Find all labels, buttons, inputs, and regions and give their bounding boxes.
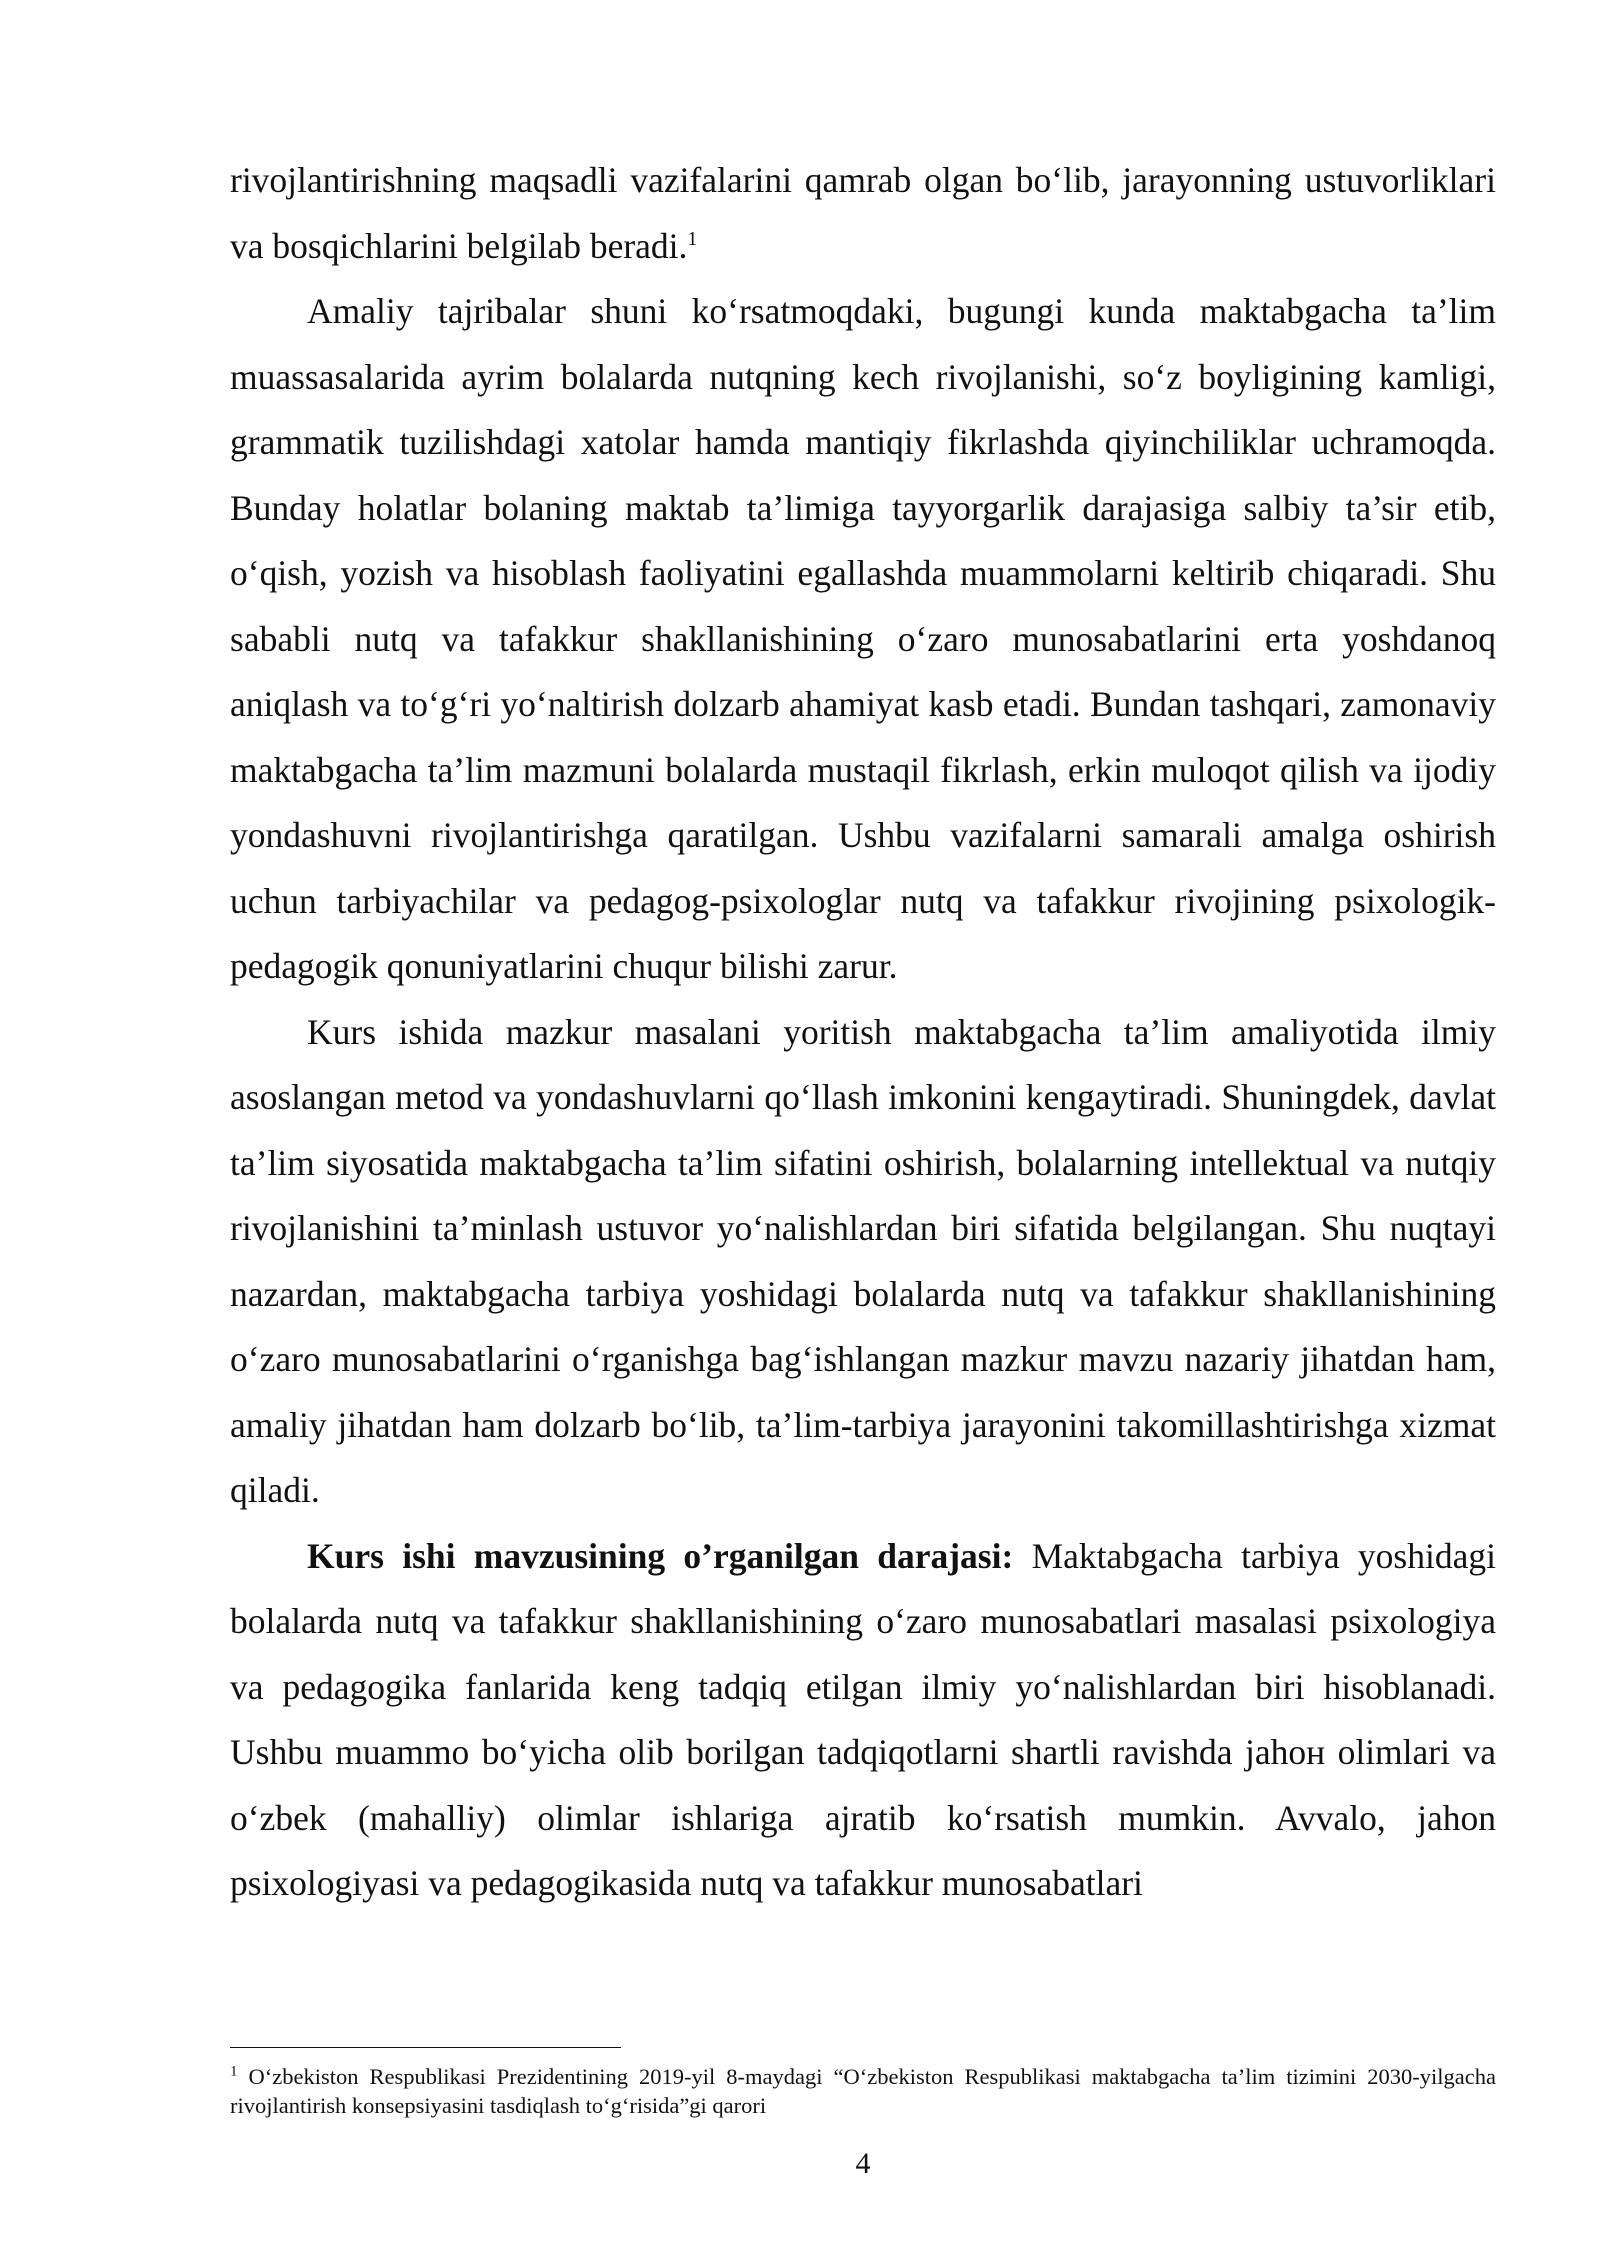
- paragraph-practical-experience: Amaliy tajribalar shuni ko‘rsatmoqdaki, bugungi kunda maktabgacha ta’lim muassasalarida ayrim bolalarda nutqning kech rivojlanishi, so‘z boyligining kamligi, grammatik tuzilishdagi xatolar hamda mantiqiy fikrlashda qiyinchiliklar uchramoqda. Bunday holatlar bolaning maktab ta’limiga tayyorgarlik darajasiga salbiy ta’sir etib, o‘qish, yozish va hisoblash faoliyatini egallashda muammolarni keltirib chiqaradi. Shu sababli nutq va tafakkur shakllanishining o‘zaro munosabatlarini erta yoshdanoq aniqlash va to‘g‘ri yo‘naltirish dolzarb ahamiyat kasb etadi. Bundan tashqari, zamonaviy maktabgacha ta’lim mazmuni bolalarda mustaqil fikrlash, erkin muloqot qilish va ijodiy yondashuvni rivojlantirishga qaratilgan. Ushbu vazifalarni samarali amalga oshirish uchun tarbiyachilar va pedagog-psixologlar nutq va tafakkur rivojining psixologik-pedagogik qonuniyatlarini chuqur bilishi zarur.: [230, 291, 1496, 986]
- footnote-reference[interactable]: 1: [687, 227, 698, 250]
- paragraph-text: Maktabgacha tarbiya yoshidagi bolalarda nutq va tafakkur shakllanishining o‘zaro munosabatlari masalasi psixologiya va pedagogika fanlarida keng tadqiq etilgan ilmiy yo‘nalishlardan biri hisoblanadi. Ushbu muammo bo‘yicha olib borilgan tadqiqotlarni shartli ravishda jahoн olimlari va o‘zbek (mahalliy) olimlar ishlariga ajratib ko‘rsatish mumkin. Avvalo, jahon psixologiyasi va pedagogikasida nutq va tafakkur munosabatlari: [230, 1535, 1496, 1903]
- paragraph-continuation: [230, 148, 1496, 279]
- page-body: [230, 148, 1496, 1917]
- section-heading: Kurs ishi mavzusining o’rganilgan darajasi:: [307, 1535, 1014, 1576]
- footnote: [230, 2062, 1496, 2120]
- paragraph-research-level: [230, 1524, 1496, 1917]
- page-number: 4: [855, 2147, 871, 2180]
- paragraph-text: rivojlantirishning maqsadli vazifalarini qamrab olgan bo‘lib, jarayonning ustuvorliklari va bosqichlarini belgilab beradi.: [230, 160, 1496, 266]
- footnote-number: 1: [230, 2063, 238, 2080]
- footnote-divider: [230, 2047, 621, 2048]
- paragraph-course-work: Kurs ishida mazkur masalani yoritish maktabgacha ta’lim amaliyotida ilmiy asoslangan metod va yondashuvlarni qo‘llash imkonini kengaytiradi. Shuningdek, davlat ta’lim siyosatida maktabgacha ta’lim sifatini oshirish, bolalarning intellektual va nutqiy rivojlanishini ta’minlash ustuvor yo‘nalishlardan biri sifatida belgilangan. Shu nuqtayi nazardan, maktabgacha tarbiya yoshidagi bolalarda nutq va tafakkur shakllanishining o‘zaro munosabatlarini o‘rganishga bag‘ishlangan mazkur mavzu nazariy jihatdan ham, amaliy jihatdan ham dolzarb bo‘lib, ta’lim-tarbiya jarayonini takomillashtirishga xizmat qiladi.: [230, 1011, 1496, 1510]
- footnote-text: O‘zbekiston Respublikasi Prezidentining 2019-yil 8-maydagi “O‘zbekiston Respublikasi maktabgacha ta’lim tizimini 2030-yilgacha rivojlantirish konsepsiyasini tasdiqlash to‘g‘risida”gi qarori: [230, 2064, 1496, 2118]
